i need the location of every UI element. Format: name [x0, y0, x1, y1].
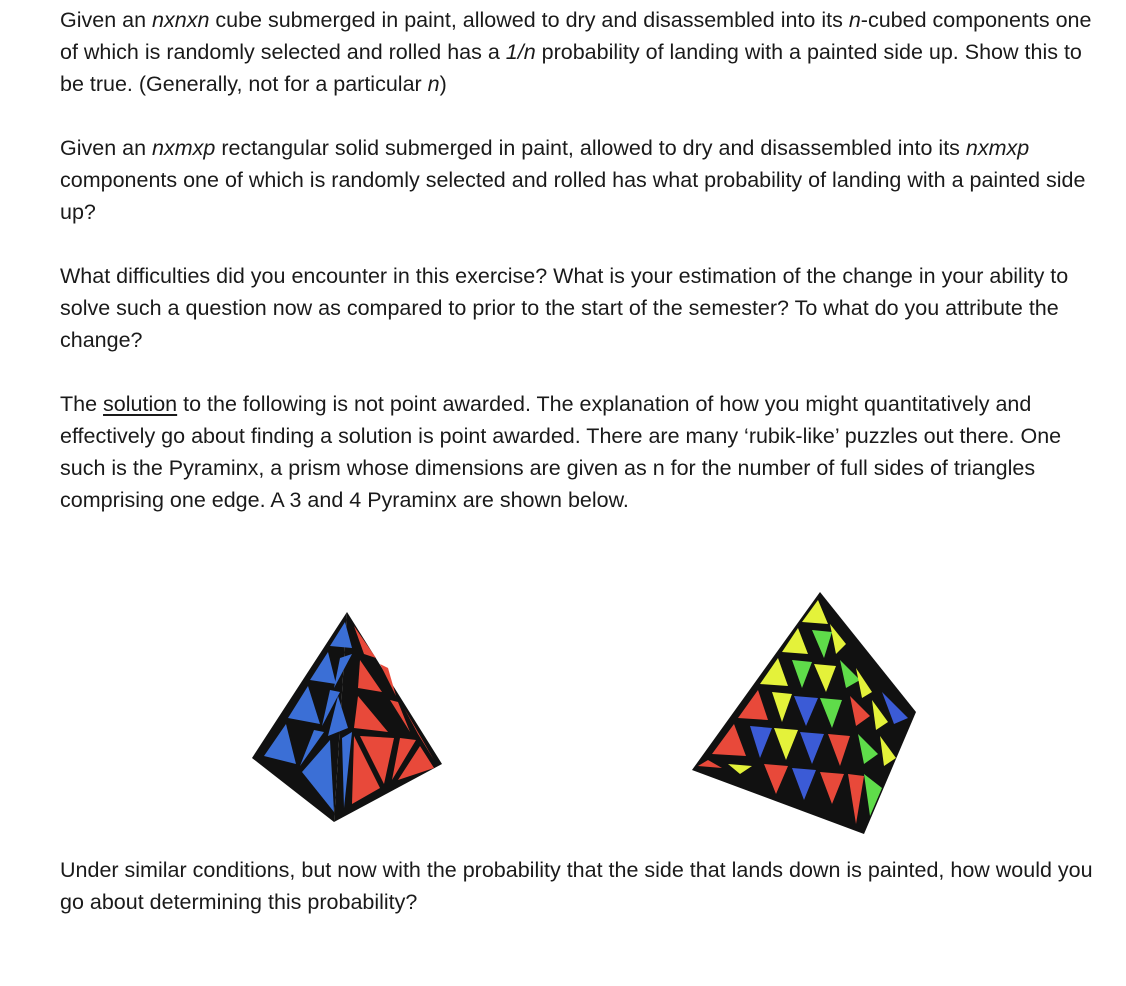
right-face: [352, 626, 434, 804]
text-run: Under similar conditions, but now with the probability that the side that lands down is painted, how would you go about determining this probability?: [60, 858, 1093, 914]
italic-term: nxmxp: [965, 136, 1030, 160]
text-run: -cubed components one of which is randomly selected and rolled has a: [60, 8, 1092, 64]
text-run: probability of landing with a painted side up. Show this to be true. (Generally, not for a particular: [60, 40, 1082, 96]
underlined-term: solution: [103, 392, 178, 416]
italic-term: nxmxp: [152, 136, 216, 160]
pyraminx-3-image: [248, 608, 446, 840]
italic-term: 1/n: [505, 40, 536, 64]
question-cube-paragraph: [60, 4, 1100, 100]
text-run: Given an: [60, 8, 153, 32]
text-run: ): [439, 72, 447, 96]
pyraminx-4-image: [688, 588, 920, 838]
down-side-question-paragraph: [60, 854, 1100, 918]
italic-term: n: [427, 72, 440, 96]
closing-section: [60, 854, 1100, 950]
text-run: rectangular solid submerged in paint, allowed to dry and disassembled into its: [215, 136, 966, 160]
text-run: components one of which is randomly selected and rolled has what probability of landing with a painted side up?: [60, 168, 1086, 224]
text-run: Given an: [60, 136, 153, 160]
text-run: to the following is not point awarded. The explanation of how you might quantitatively and effectively go about finding a solution is point awarded. There are many ‘rubik-like’ puzzles out there. One such is the Pyraminx, a prism whose dimensions are given as n for the number of full sides of triangles comprising one edge. A 3 and 4 Pyraminx are shown below.: [60, 392, 1062, 512]
reflection-paragraph: [60, 260, 1100, 356]
pyraminx-paragraph: [60, 388, 1100, 516]
text-run: The: [60, 392, 104, 416]
italic-term: n: [848, 8, 861, 32]
side-face: [830, 624, 908, 816]
front-face: [698, 600, 864, 824]
left-face: [264, 622, 352, 812]
text-run: cube submerged in paint, allowed to dry and disassembled into its: [209, 8, 849, 32]
text-run: What difficulties did you encounter in this exercise? What is your estimation of the change in your ability to solve such a question now as compared to prior to the start of the semester? To what do you attribute the change?: [60, 264, 1069, 352]
italic-term: nxnxn: [152, 8, 210, 32]
document-body: [60, 4, 1100, 548]
question-rectangular-solid-paragraph: [60, 132, 1100, 228]
